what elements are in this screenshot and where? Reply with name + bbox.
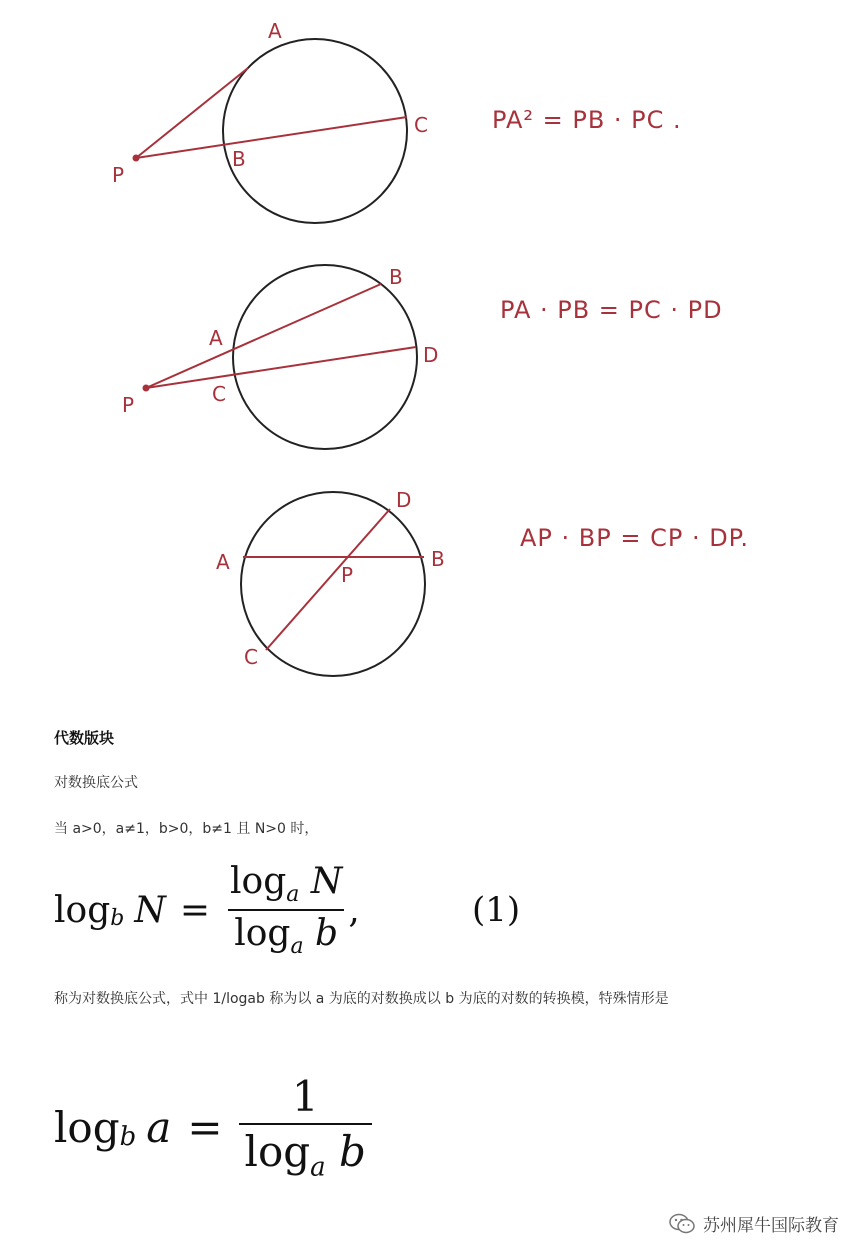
label-a: A bbox=[216, 550, 230, 574]
denominator bbox=[228, 909, 344, 959]
equation-number: (1) bbox=[472, 890, 521, 930]
condition-text: 当 a>0，a≠1，b>0，b≠1 且 N>0 时， bbox=[54, 821, 319, 837]
diagram-intersecting-chords bbox=[0, 480, 865, 690]
equals: = bbox=[179, 889, 210, 931]
watermark bbox=[669, 1211, 839, 1236]
formula-tangent-secant: PA² = PB · PC . bbox=[492, 106, 682, 134]
watermark-text: 苏州犀牛国际教育 bbox=[703, 1216, 839, 1236]
den-arg: b bbox=[339, 1126, 366, 1176]
explanation-text: 称为对数换底公式，式中 1/logab 称为以 a 为底的对数换成以 b 为底的对数的转换模，特殊情形是 bbox=[54, 991, 669, 1007]
label-p: P bbox=[122, 393, 135, 417]
circle bbox=[233, 265, 417, 449]
label-a: A bbox=[268, 19, 282, 43]
lhs-arg: N bbox=[134, 889, 166, 931]
formula-special-case bbox=[54, 1062, 372, 1192]
numerator bbox=[224, 861, 348, 909]
den-base: a bbox=[290, 934, 304, 960]
diagram-two-secants bbox=[0, 250, 865, 460]
den-log: log bbox=[244, 1126, 311, 1176]
label-b: B bbox=[389, 265, 403, 289]
section-heading: 代数版块 bbox=[54, 729, 115, 747]
point-p bbox=[143, 385, 150, 392]
point-p bbox=[133, 155, 140, 162]
num-arg: N bbox=[310, 860, 343, 902]
denominator bbox=[239, 1123, 372, 1182]
wechat-icon bbox=[669, 1213, 695, 1235]
chord-cd bbox=[266, 509, 390, 650]
formula-change-of-base bbox=[54, 860, 360, 960]
label-b: B bbox=[431, 547, 445, 571]
label-d: D bbox=[423, 343, 439, 367]
secant-line-pb bbox=[146, 284, 381, 388]
den-log: log bbox=[234, 913, 291, 954]
label-b: B bbox=[232, 147, 246, 171]
label-p: P bbox=[341, 563, 354, 587]
label-a: A bbox=[209, 326, 223, 350]
secant-line-pd bbox=[146, 347, 416, 388]
num-log: log bbox=[230, 860, 287, 902]
lhs-log: log bbox=[54, 889, 111, 931]
lhs-log: log bbox=[54, 1102, 120, 1152]
den-base: a bbox=[310, 1152, 326, 1183]
formula-intersecting-chords: AP · BP = CP · DP. bbox=[520, 524, 750, 552]
label-d: D bbox=[396, 488, 412, 512]
numerator: 1 bbox=[291, 1071, 319, 1121]
label-c: C bbox=[414, 113, 428, 137]
equals: = bbox=[187, 1102, 223, 1152]
den-arg: b bbox=[315, 913, 339, 954]
lhs-base: b bbox=[110, 905, 125, 931]
fraction bbox=[224, 861, 348, 959]
secant-line-pc bbox=[136, 117, 407, 158]
num-base: a bbox=[286, 882, 300, 907]
label-p: P bbox=[112, 163, 125, 187]
formula-two-secants: PA · PB = PC · PD bbox=[500, 296, 723, 324]
diagram-tangent-secant bbox=[0, 0, 865, 240]
label-c: C bbox=[212, 382, 226, 406]
subheading: 对数换底公式 bbox=[54, 775, 138, 791]
lhs-arg: a bbox=[146, 1102, 172, 1152]
fraction bbox=[239, 1072, 372, 1182]
comma: , bbox=[348, 889, 360, 931]
label-c: C bbox=[244, 645, 258, 669]
lhs-base: b bbox=[119, 1122, 137, 1152]
